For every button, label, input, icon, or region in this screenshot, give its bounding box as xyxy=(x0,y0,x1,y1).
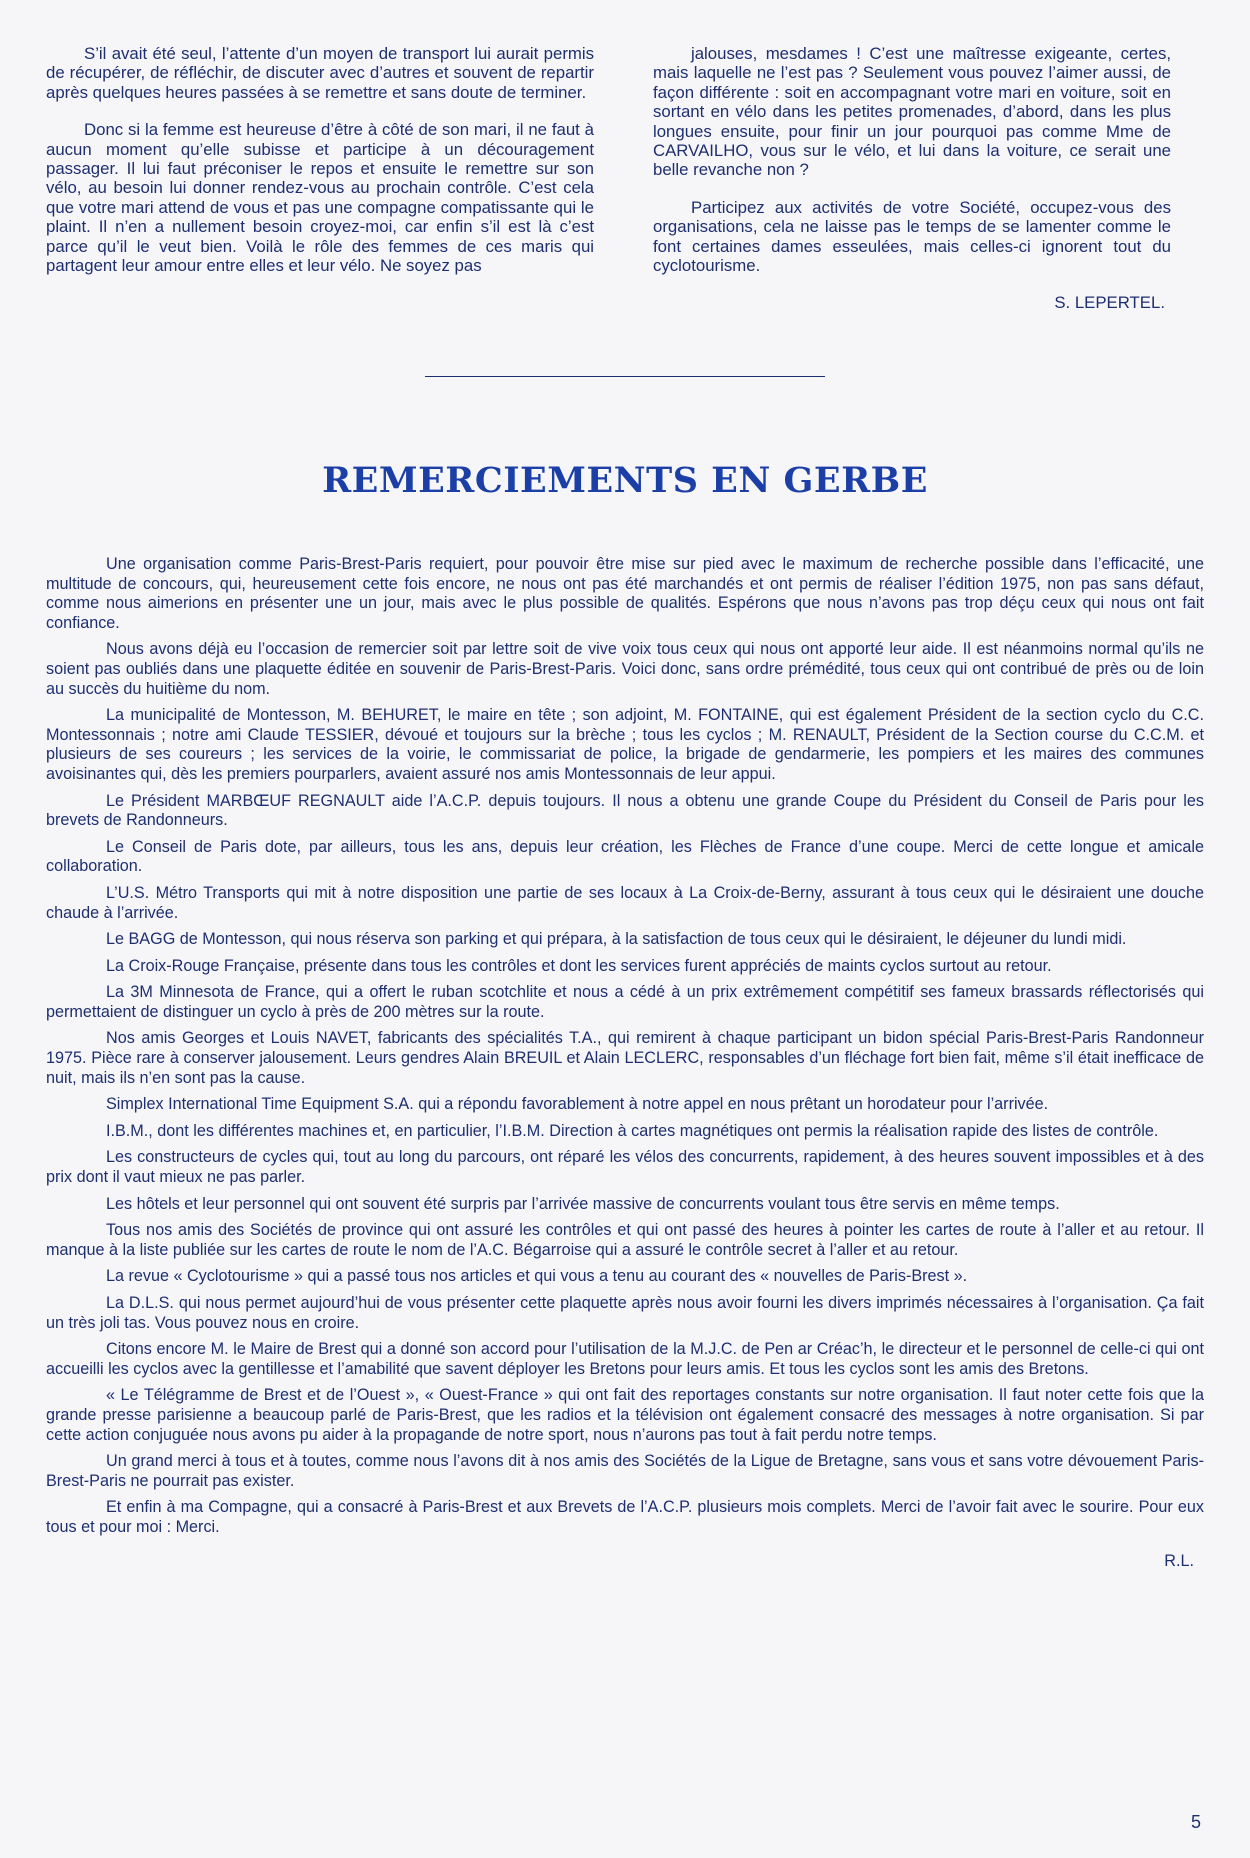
left-paragraph: S’il avait été seul, l’attente d’un moyen de transport lui aurait permis de récupérer, de réfléchir, de discuter avec d’autres et souvent de repartir après quelques heures passées à se remettre et sans doute de terminer. xyxy=(46,44,594,102)
main-paragraph: La D.L.S. qui nous permet aujourd’hui de vous présenter cette plaquette après nous avoir fourni les divers imprimés nécessaires à l’organisation. Ça fait un très joli tas. Vous pouvez nous en croire. xyxy=(46,1294,1204,1332)
left-paragraph: Donc si la femme est heureuse d’être à côté de son mari, il ne faut à aucun moment qu’elle subisse et participe à un découragement passager. Il lui faut préconiser le repos et ensuite le remettre sur son vélo, au besoin lui donner rendez-vous au prochain contrôle. C’est cela que votre mari attend de vous et pas une compagne compatissante qui le plaint. Il n’en a nullement besoin croyez-moi, car enfin s’il est là c’est parce qu’il le veut bien. Voilà le rôle des femmes de ces maris qui partagent leur amour entre elles et leur vélo. Ne soyez pas xyxy=(46,120,594,276)
page-number: 5 xyxy=(1190,1812,1201,1832)
left-column xyxy=(46,44,594,293)
section-title: REMERCIEMENTS EN GERBE xyxy=(322,460,928,501)
main-paragraph: La Croix-Rouge Française, présente dans tous les contrôles et dont les services furent appréciés de maints cyclos surtout au retour. xyxy=(106,956,1052,975)
main-paragraph: Les constructeurs de cycles qui, tout au long du parcours, ont réparé les vélos des concurrents, rapidement, à des heures souvent impossibles et à des prix dont il vaut mieux ne pas parler. xyxy=(46,1148,1204,1187)
main-paragraph: Le Président MARBŒUF REGNAULT aide l’A.C.P. depuis toujours. Il nous a obtenu une grande Coupe du Président du Conseil de Paris pour les brevets de Randonneurs. xyxy=(46,791,1204,830)
main-paragraph: Le BAGG de Montesson, qui nous réserva son parking et qui prépara, à la satisfaction de tous ceux qui le désiraient, le déjeuner du lundi midi. xyxy=(106,930,1127,949)
article-signature: S. LEPERTEL. xyxy=(1054,293,1165,313)
main-paragraph: Citons encore M. le Maire de Brest qui a donné son accord pour l’utilisation de la M.J.C. de Pen ar Créac’h, le directeur et le personnel de celle-ci qui ont accueilli les cyclos avec la gentillesse et l’amabilité que savent déployer les Bretons pour leurs amis. Et tous les cyclos sont les amis des Bretons. xyxy=(46,1340,1204,1378)
main-paragraph: Nos amis Georges et Louis NAVET, fabricants des spécialités T.A., qui remirent à chaque participant un bidon spécial Paris-Brest-Paris Randonneur 1975. Pièce rare à conserver jalousement. Leurs gendres Alain BREUIL et Alain LECLERC, responsables d’un fléchage fort bien fait, même s’il était inefficace de nuit, mais ils n’en sont pas la cause. xyxy=(46,1029,1204,1087)
main-paragraph: Nous avons déjà eu l’occasion de remercier soit par lettre soit de vive voix tous ceux qui nous ont apporté leur aide. Il est néanmoins normal qu’ils ne soient pas oubliés dans une plaquette éditée en souvenir de Paris-Brest-Paris. Voici donc, sans ordre prémédité, tous ceux qui ont contribué de près ou de loin au succès du huitième du nom. xyxy=(46,640,1204,698)
main-article xyxy=(46,555,1204,1578)
right-paragraph: jalouses, mesdames ! C’est une maîtresse exigeante, certes, mais laquelle ne l’est pas ? Seulement vous pouvez l’aimer aussi, de façon différente : soit en accompagnant votre mari en voiture, soit en sortant en vélo dans les petites promenades, d’abord, dans les plus longues ensuite, pour finir un jour pourquoi pas comme Mme de CARVAILHO, vous sur le vélo, et lui dans la voiture, ce serait une belle revanche non ? xyxy=(653,44,1171,180)
main-paragraph: Tous nos amis des Sociétés de province qui ont assuré les contrôles et qui ont passé des heures à pointer les cartes de route à l’aller et au retour. Il manque à la liste publiée sur les cartes de route le nom de l’A.C. Bégarroise qui a assuré le contrôle secret à l’aller et au retour. xyxy=(46,1221,1204,1259)
main-paragraph: I.B.M., dont les différentes machines et, en particulier, l’I.B.M. Direction à cartes magnétiques ont permis la réalisation rapide des listes de contrôle. xyxy=(106,1121,1159,1140)
main-paragraph: Le Conseil de Paris dote, par ailleurs, tous les ans, depuis leur création, les Flèches de France d’une coupe. Merci de cette longue et amicale collaboration. xyxy=(46,837,1204,876)
right-column xyxy=(653,44,1171,331)
main-paragraph: L’U.S. Métro Transports qui mit à notre disposition une partie de ses locaux à La Croix-de-Berny, assurant à tous ceux qui le désiraient une douche chaude à l’arrivée. xyxy=(46,883,1204,922)
section-divider xyxy=(425,376,825,377)
main-paragraph: Une organisation comme Paris-Brest-Paris requiert, pour pouvoir être mise sur pied avec le maximum de recherche possible dans l’efficacité, une multitude de concours, qui, heureusement cette fois encore, ne nous ont pas été marchandés et ont permis de réaliser l’édition 1975, non pas sans défaut, comme nous aimerions en présenter une un jour, mais avec le plus possible de qualités. Espérons que nous n’avons pas trop déçu ceux qui nous ont fait confiance. xyxy=(46,555,1204,632)
main-paragraph: Et enfin à ma Compagne, qui a consacré à Paris-Brest et aux Brevets de l’A.C.P. plusieurs mois complets. Merci de l’avoir fait avec le sourire. Pour eux tous et pour moi : Merci. xyxy=(46,1498,1204,1536)
main-paragraph: Les hôtels et leur personnel qui ont souvent été surpris par l’arrivée massive de concurrents voulant tous être servis en même temps. xyxy=(106,1194,1060,1213)
main-paragraph: La revue « Cyclotourisme » qui a passé tous nos articles et qui vous a tenu au courant des « nouvelles de Paris-Brest ». xyxy=(106,1267,968,1286)
main-paragraph: « Le Télégramme de Brest et de l’Ouest », « Ouest-France » qui ont fait des reportages constants sur notre organisation. Il faut noter cette fois que la grande presse parisienne a beaucoup parlé de Paris-Brest, que les radios et la télévision ont également consacré des messages à notre organisation. Si par cette action conjuguée nous avons pu aider à la propagande de notre sport, nous n’aurons pas tout à fait perdu notre temps. xyxy=(46,1386,1204,1444)
main-paragraph: La 3M Minnesota de France, qui a offert le ruban scotchlite et nous a cédé à un prix extrêmement compétitif ses fameux brassards réflectorisés qui permettaient de distinguer un cyclo à près de 200 mètres sur la route. xyxy=(46,983,1204,1021)
main-paragraph: La municipalité de Montesson, M. BEHURET, le maire en tête ; son adjoint, M. FONTAINE, qui est également Président de la section cyclo du C.C. Montessonnais ; notre ami Claude TESSIER, dévoué et toujours sur la brèche ; tous les cyclos ; M. RENAULT, Président de la Section course du C.C.M. et plusieurs de ses coureurs ; les services de la voirie, le commissariat de police, la brigade de gendarmerie, les pompiers et les maires des communes avoisinantes qui, dès les premiers pourparlers, avaient assuré nos amis Montessonnais de leur appui. xyxy=(46,706,1204,783)
right-paragraph: Participez aux activités de votre Société, occupez-vous des organisations, cela ne laisse pas le temps de se lamenter comme le font certaines dames esseulées, mais celles-ci ignorent tout du cyclotourisme. xyxy=(653,197,1171,276)
main-paragraph: Un grand merci à tous et à toutes, comme nous l’avons dit à nos amis des Sociétés de la Ligue de Bretagne, sans vous et sans votre dévouement Paris-Brest-Paris ne pourrait pas exister. xyxy=(46,1452,1204,1490)
article-signature: R.L. xyxy=(1164,1551,1194,1570)
main-paragraph: Simplex International Time Equipment S.A. qui a répondu favorablement à notre appel en nous prêtant un horodateur pour l’arrivée. xyxy=(106,1095,1049,1114)
